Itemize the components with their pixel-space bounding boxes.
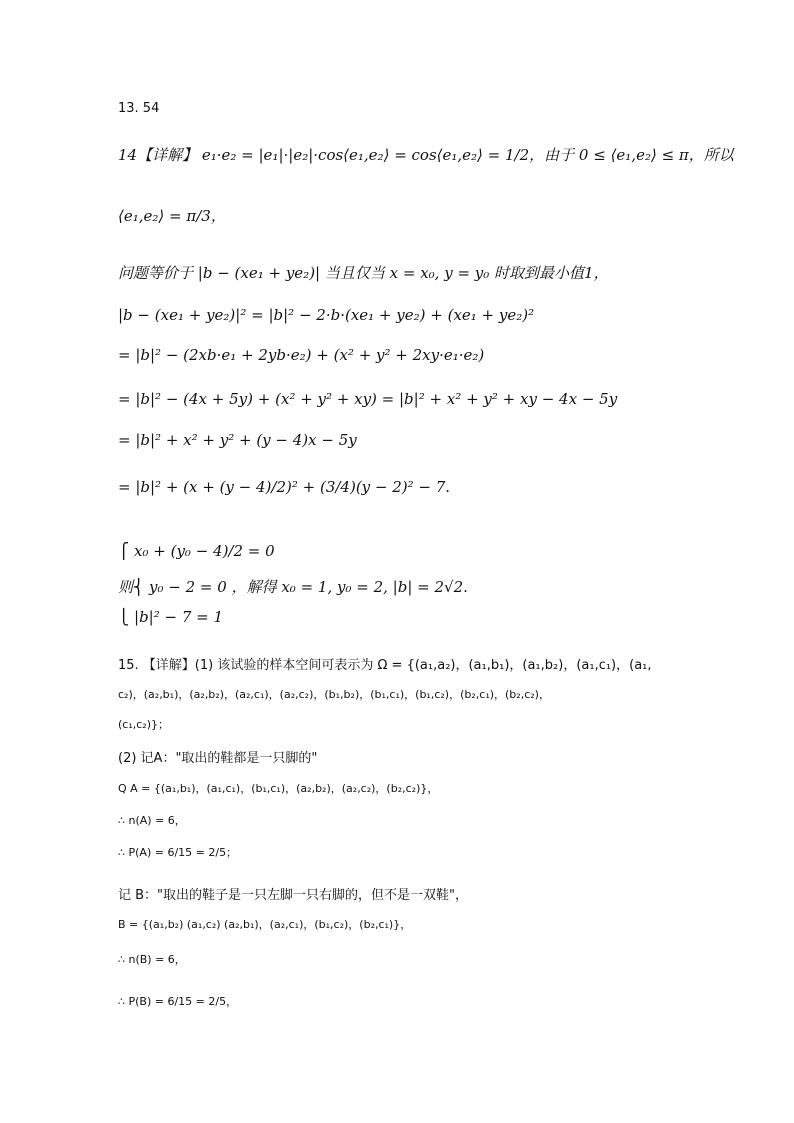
text-line-l02: 14【详解】 e₁·e₂ = |e₁|·|e₂|·cos⟨e₁,e₂⟩ = cos⟨e₁,e₂⟩ = 1/2，由于 0 ≤ ⟨e₁,e₂⟩ ≤ π，所以 xyxy=(118,146,734,164)
text-line-l09: = |b|² + (x + (y − 4)/2)² + (3/4)(y − 2)² − 7. xyxy=(118,478,451,496)
text-line-l20: 记 B："取出的鞋子是一只左脚一只右脚的，但不是一双鞋"， xyxy=(118,888,469,903)
text-line-l01: 13. 54 xyxy=(118,101,160,116)
text-line-l14: c₂)，(a₂,b₁)，(a₂,b₂)，(a₂,c₁)，(a₂,c₂)，(b₁,b₂)，(b₁,c₁)，(b₁,c₂)，(b₂,c₁)，(b₂,c₂)， xyxy=(118,688,550,701)
text-line-l17: Q A = {(a₁,b₁)，(a₁,c₁)，(b₁,c₁)，(a₂,b₂)，(a₂,c₂)，(b₂,c₂)}， xyxy=(118,782,439,795)
text-line-l21: B = {(a₁,b₂) (a₁,c₂) (a₂,b₁)，(a₂,c₁)，(b₁,c₂)，(b₂,c₁)}， xyxy=(118,918,412,931)
text-line-l15: (c₁,c₂)}； xyxy=(118,718,169,731)
text-line-l04: 问题等价于 |b − (xe₁ + ye₂)| 当且仅当 x = x₀, y = y₀ 时取到最小值1， xyxy=(118,264,609,282)
text-line-l08: = |b|² + x² + y² + (y − 4)x − 5y xyxy=(118,431,357,449)
text-line-l13: 15. 【详解】(1) 该试验的样本空间可表示为 Ω = {(a₁,a₂)，(a₁,b₁)，(a₁,b₂)，(a₁,c₁)，(a₁, xyxy=(118,658,652,673)
text-line-l10: ⎧ x₀ + (y₀ − 4)/2 = 0 xyxy=(118,542,275,560)
text-line-l22: ∴ n(B) = 6， xyxy=(118,953,186,966)
text-line-l18: ∴ n(A) = 6， xyxy=(118,814,186,827)
text-line-l19: ∴ P(A) = 6/15 = 2/5； xyxy=(118,846,238,859)
text-line-l07: = |b|² − (4x + 5y) + (x² + y² + xy) = |b|² + x² + y² + xy − 4x − 5y xyxy=(118,390,618,408)
text-line-l06: = |b|² − (2xb·e₁ + 2yb·e₂) + (x² + y² + 2xy·e₁·e₂) xyxy=(118,346,485,364)
text-line-l03: ⟨e₁,e₂⟩ = π/3， xyxy=(118,207,226,225)
text-line-l16: (2) 记A："取出的鞋都是一只脚的" xyxy=(118,751,318,766)
text-line-l23: ∴ P(B) = 6/15 = 2/5， xyxy=(118,995,238,1008)
text-line-l12: ⎩ |b|² − 7 = 1 xyxy=(118,608,224,626)
text-line-l05: |b − (xe₁ + ye₂)|² = |b|² − 2·b·(xe₁ + ye₂) + (xe₁ + ye₂)² xyxy=(118,306,535,324)
text-line-l11: 则⎨ y₀ − 2 = 0 ，解得 x₀ = 1, y₀ = 2, |b| = 2√2. xyxy=(118,578,468,596)
